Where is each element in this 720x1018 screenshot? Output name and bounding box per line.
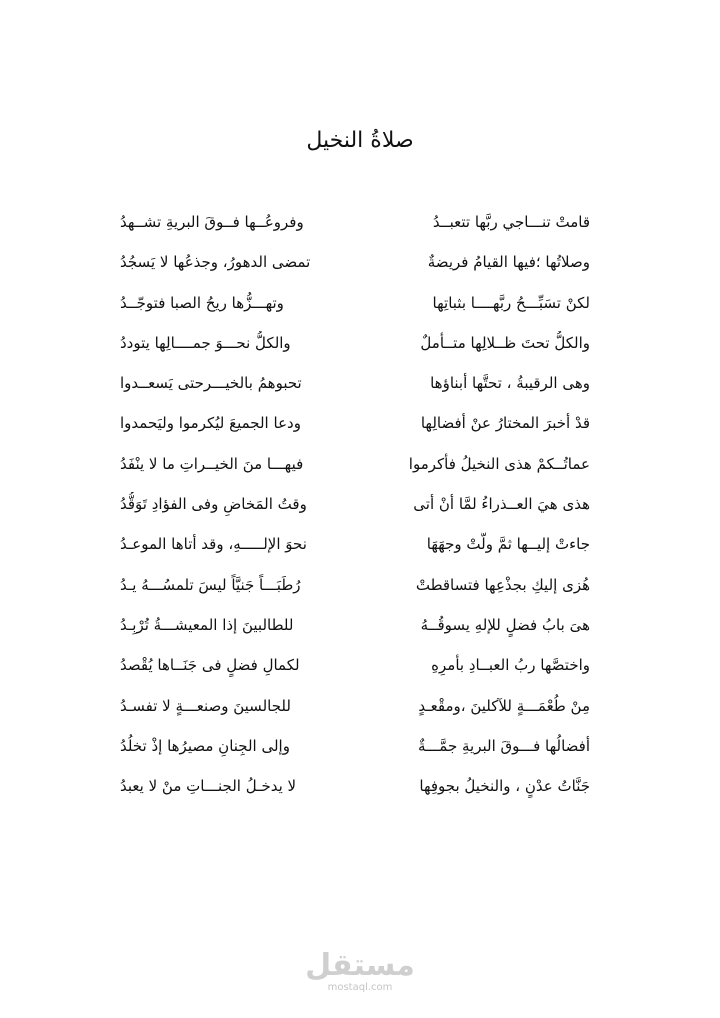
verse-first-hemistich: عماتُــكمْ هذى النخيلُ فأكرموا bbox=[408, 454, 590, 473]
verse-first-hemistich: هىَ بابُ فضلٍ للإلهِ يسوقُــهُ bbox=[420, 615, 590, 634]
watermark-logo: مستقل bbox=[305, 948, 415, 983]
verse-line bbox=[120, 492, 590, 532]
verse-second-hemistich: وتهـــزُّها ريحُ الصبا فتوجّــدُ bbox=[120, 293, 284, 312]
verse-line bbox=[120, 371, 590, 411]
verse-second-hemistich: وإلى الجِنانِ مصيرُها إذْ تخلُدُ bbox=[120, 736, 290, 755]
verse-line bbox=[120, 774, 590, 814]
verse-first-hemistich: هذى هيَ العــذراءُ لمَّا أنْ أتى bbox=[413, 495, 590, 514]
verse-line bbox=[120, 532, 590, 572]
verse-first-hemistich: قامتْ تنـــاجي ربَّها تتعبــدُ bbox=[432, 213, 590, 231]
verse-second-hemistich: للجالسينَ وصنعـــةٍ لا تفسـدُ bbox=[120, 696, 291, 715]
verse-second-hemistich: والكلُّ نحـــوَ جمــــالِها يتوددُ bbox=[120, 333, 291, 352]
verse-first-hemistich: مِنْ طُعْمَـــةٍ للآكلينَ ،ومقْعـدٍ bbox=[418, 696, 590, 715]
verse-second-hemistich: وفروعُــها فــوقَ البريةِ تشــهدُ bbox=[120, 213, 304, 231]
verse-second-hemistich: لكمالِ فضلٍ فى جَنَــاها يُقْصدُ bbox=[120, 656, 300, 675]
verse-second-hemistich: فيهـــا منَ الخيــراتِ ما لا ينْفَدُ bbox=[120, 454, 304, 473]
verse-first-hemistich: قدْ أخبرَ المختارُ عنْ أفضالِها bbox=[420, 414, 590, 433]
verse-second-hemistich: رُطَبَـــاً جَنيَّاً ليسَ تلمسُـــهُ يـدُ bbox=[120, 575, 301, 594]
verse-first-hemistich: جاءتْ إليــها ثمَّ ولَّتْ وجهَهَا bbox=[426, 535, 590, 554]
verse-line bbox=[120, 331, 590, 371]
verse-first-hemistich: أفضالُها فـــوقَ البريةِ جمَّـــةٌ bbox=[418, 736, 590, 755]
verse-second-hemistich: وقتُ المَخاضِ وفى الفؤادِ تَوَقُّدُ bbox=[120, 495, 307, 514]
verse-second-hemistich: لا يدخـلُ الجنـــاتِ منْ لا يعبدُ bbox=[120, 777, 297, 796]
verse-second-hemistich: تحبوهمُ بالخيـــرحتى يَسعــدوا bbox=[120, 374, 302, 393]
verse-line bbox=[120, 250, 590, 290]
verse-line bbox=[120, 734, 590, 774]
verse-line bbox=[120, 411, 590, 451]
verse-second-hemistich: ودعا الجميعَ ليُكرموا وليَحمدوا bbox=[120, 414, 301, 433]
poem-body bbox=[120, 210, 590, 814]
verse-line bbox=[120, 210, 590, 250]
verse-first-hemistich: والكلُّ تحتَ ظــلالِها متــأملٌ bbox=[420, 333, 590, 352]
verse-first-hemistich: وهى الرقيبةُ ، تحتَّها أبناؤها bbox=[430, 374, 590, 393]
verse-line bbox=[120, 291, 590, 331]
verse-line bbox=[120, 573, 590, 613]
verse-first-hemistich: وصلاتُها ؛فيها القيامُ فريضةٌ bbox=[427, 253, 590, 272]
verse-line bbox=[120, 452, 590, 492]
poem-title: صلاةُ النخيل bbox=[306, 128, 414, 153]
verse-first-hemistich: واختصَّها ربُ العبــادِ بأمرِهِ bbox=[431, 656, 590, 675]
verse-first-hemistich: جَنَّاتُ عدْنٍ ، والنخيلُ بجوفِها bbox=[419, 777, 590, 796]
verse-second-hemistich: نحوَ الإلـــــهِ، وقد أتاها الموعـدُ bbox=[120, 535, 307, 554]
watermark bbox=[0, 950, 720, 994]
watermark-url: mostaql.com bbox=[327, 982, 393, 993]
verse-line bbox=[120, 653, 590, 693]
verse-first-hemistich: لكنْ تسَبِّـــحُ ربَّهــــا بثباتِها bbox=[432, 293, 590, 312]
verse-line bbox=[120, 613, 590, 653]
verse-second-hemistich: تمضى الدهورُ، وجذعُها لا يَسجُدُ bbox=[120, 253, 311, 272]
verse-line bbox=[120, 694, 590, 734]
verse-second-hemistich: للطالبينَ إذا المعيشـــةُ تُرْبِـدُ bbox=[120, 615, 294, 634]
verse-first-hemistich: هُزى إليكِ بجذْعِها فتساقطتْ bbox=[415, 575, 590, 594]
